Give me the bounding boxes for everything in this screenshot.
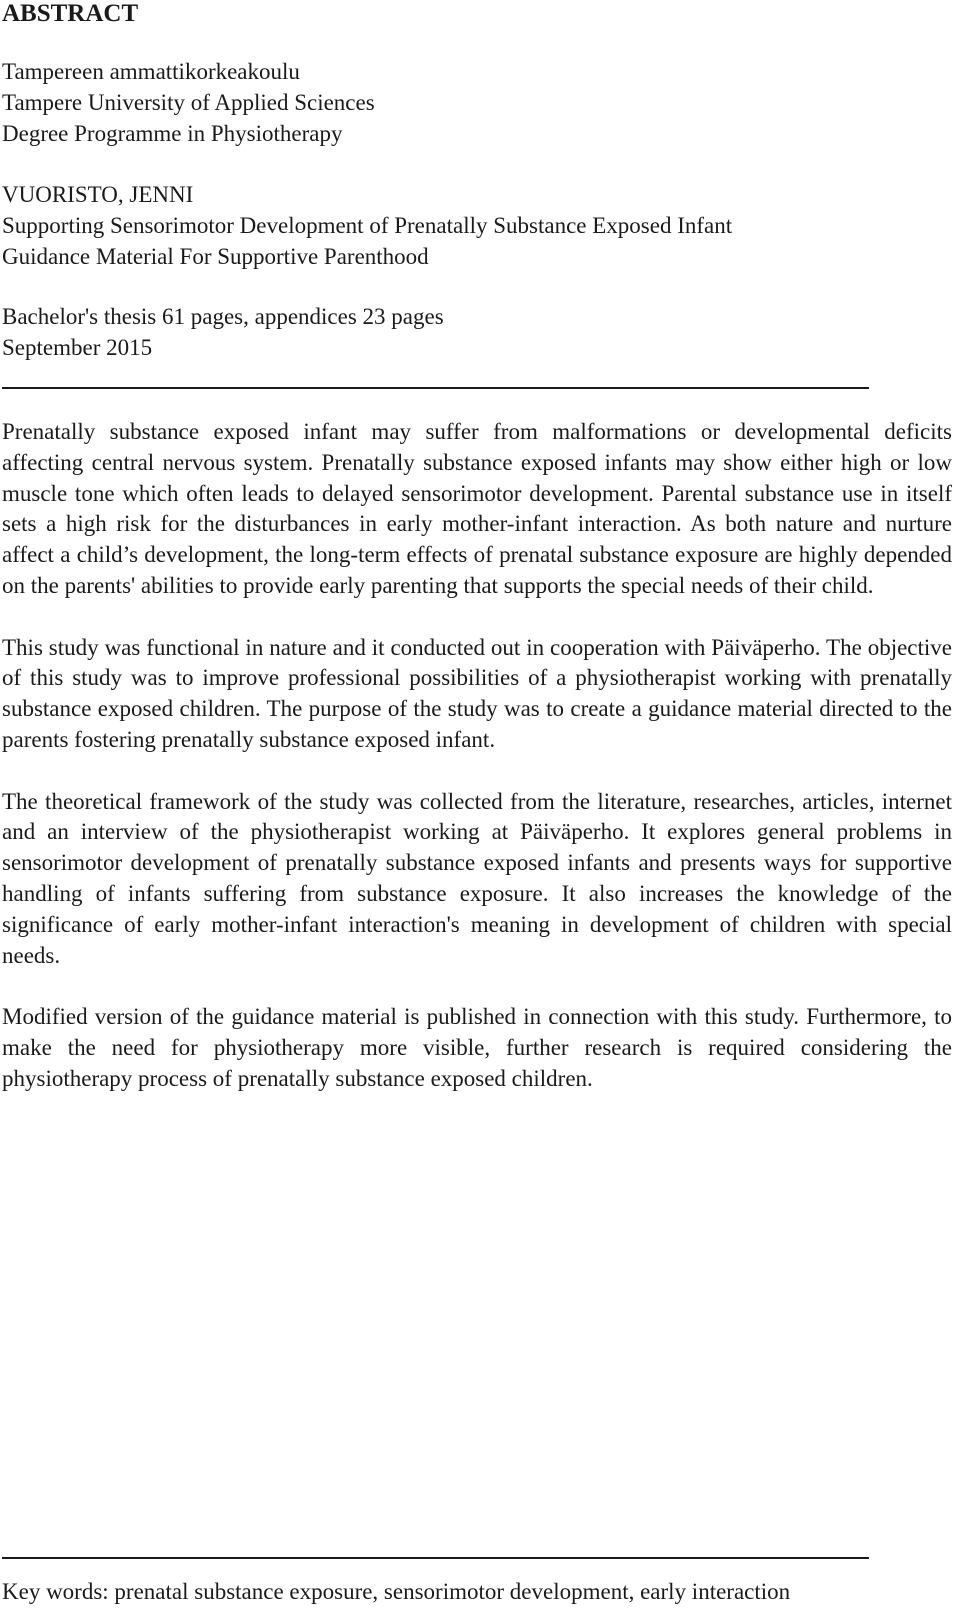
abstract-paragraph-3: The theoretical framework of the study was collected from the literature, researches, articles, internet and an interview of the physiotherapist working at Päiväperho. It explores general problems in sensorimotor development of prenatally substance exposed infants and presents ways for supportive handling of infants suffering from substance exposure. It also increases the knowledge of the significance of early mother-infant interaction's meaning in development of children with special needs. [2,788,952,968]
degree-programme: Degree Programme in Physiotherapy [2,120,343,146]
institution-english-name: Tampere University of Applied Sciences [2,89,375,115]
author-name: VUORISTO, JENNI [2,182,194,207]
abstract-heading: ABSTRACT [2,0,139,27]
thesis-page-count: Bachelor's thesis 61 pages, appendices 23 pages [2,304,444,329]
bottom-divider [2,1557,869,1559]
thesis-date: September 2015 [2,334,153,360]
thesis-info-block [2,302,942,364]
institution-finnish-name: Tampereen ammattikorkeakoulu [2,59,300,84]
thesis-title-line-1: Supporting Sensorimotor Development of Prenatally Substance Exposed Infant [2,212,733,238]
abstract-paragraph-4: Modified version of the guidance material is published in connection with this study. Furthermore, to make the need for physiotherapy more visible, further research is required considering the physiotherapy process of prenatally substance exposed children. [2,1004,952,1091]
author-title-block [2,180,942,272]
abstract-body [2,417,952,1125]
keywords-line: Key words: prenatal substance exposure, sensorimotor development, early interaction [2,1579,791,1604]
top-divider [2,387,869,389]
thesis-title-line-2: Guidance Material For Supportive Parenthood [2,243,429,269]
abstract-paragraph-1: Prenatally substance exposed infant may suffer from malformations or developmental deficits affecting central nervous system. Prenatally substance exposed infants may show either high or low muscle tone which often leads to delayed sensorimotor development. Parental substance use in itself sets a high risk for the disturbances in early mother-infant interaction. As both nature and nurture affect a child’s development, the long-term effects of prenatal substance exposure are highly depended on the parents' abilities to provide early parenting that supports the special needs of their child. [2,419,952,598]
institution-block [2,57,942,149]
abstract-paragraph-2: This study was functional in nature and it conducted out in cooperation with Päiväperho. The objective of this study was to improve professional possibilities of a physiotherapist working with prenatally substance exposed children. The purpose of the study was to create a guidance material directed to the parents fostering prenatally substance exposed infant. [2,634,952,752]
